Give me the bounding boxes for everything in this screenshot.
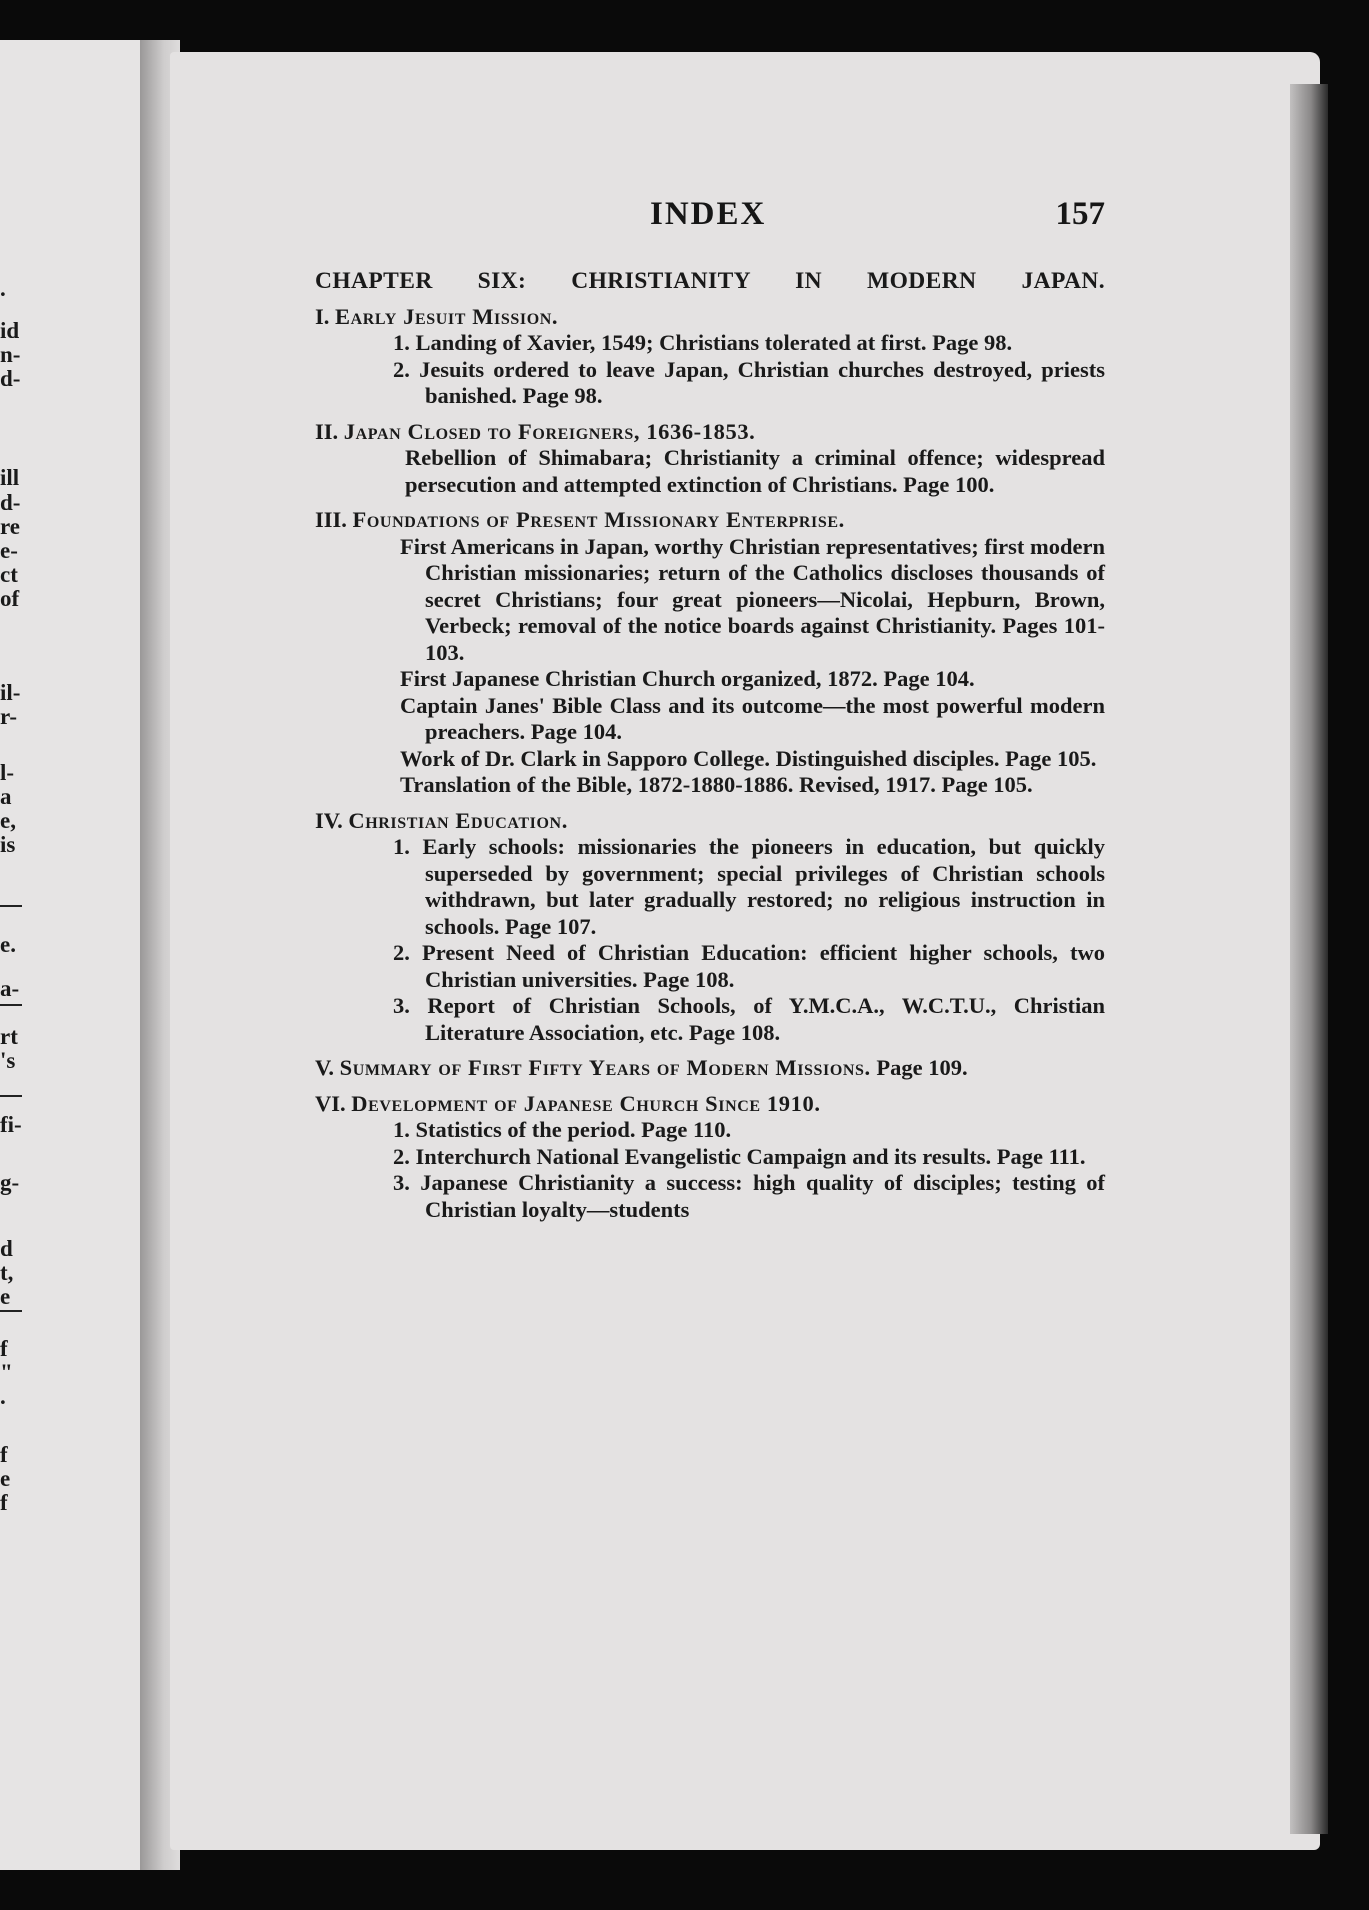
index-section: [315, 419, 1105, 446]
left-page-fragment: e: [0, 1284, 11, 1309]
section-numeral: I.: [315, 303, 330, 329]
left-page-fragment: ": [0, 1360, 13, 1385]
entry-label: 3.: [393, 1170, 410, 1195]
index-entry: [315, 1117, 1105, 1144]
entry-text: Report of Christian Schools, of Y.M.C.A., W.C.T.U., Christian Literature Association, etc. Page 108.: [425, 993, 1105, 1045]
section-numeral: V.: [315, 1055, 334, 1080]
left-page-fragment: ct: [0, 562, 18, 587]
index-entry: [315, 834, 1105, 940]
left-page-fragment: rt: [0, 1024, 18, 1049]
left-page-fragment: a: [0, 784, 12, 809]
index-entry: [315, 330, 1105, 357]
index-entry: [315, 1144, 1105, 1171]
left-page-fragment: r-: [0, 704, 18, 729]
index-entry: [315, 693, 1105, 746]
left-page-fragment: f: [0, 1336, 8, 1361]
entry-text: Jesuits ordered to leave Japan, Christian churches destroyed, priests banished. Page 98.: [419, 356, 1105, 408]
left-page-fragment: il-: [0, 680, 21, 705]
entry-label: 2.: [393, 940, 410, 965]
left-page-fragment: n-: [0, 342, 21, 367]
index-entry: [315, 666, 1105, 693]
index-entry: [315, 772, 1105, 799]
left-page-fragment: re: [0, 514, 21, 539]
section-numeral: III.: [315, 507, 347, 532]
left-page-fragment: id: [0, 318, 20, 343]
left-page-fragment: e: [0, 1466, 11, 1491]
left-page-fragment: d: [0, 1236, 13, 1261]
left-page-rule: [0, 1095, 22, 1097]
index-entry: [315, 746, 1105, 773]
entry-text: Statistics of the period. Page 110.: [415, 1117, 732, 1142]
left-page-fragment: l-: [0, 760, 15, 785]
index-section: [315, 1091, 1105, 1118]
index-entry: [315, 1170, 1105, 1223]
left-page-rule: [0, 1004, 22, 1006]
entry-text: Landing of Xavier, 1549; Christians tolerated at first. Page 98.: [415, 330, 1013, 355]
chapter-heading: CHAPTER SIX: CHRISTIANITY IN MODERN JAPAN.: [315, 268, 1105, 294]
page-header: [650, 196, 1105, 236]
left-page-fragment: t,: [0, 1260, 14, 1285]
page-number: 157: [1055, 196, 1105, 232]
entry-text: Japanese Christianity a success: high quality of disciples; testing of Christian loyalty—students: [420, 1170, 1105, 1222]
left-page-fragment: f: [0, 1490, 8, 1515]
left-page-fragment: fi-: [0, 1112, 22, 1137]
left-page-fragment: d-: [0, 490, 21, 515]
entry-text: Present Need of Christian Education: efficient higher schools, two Christian universities. Page 108.: [422, 940, 1105, 992]
left-page-fragment: e-: [0, 538, 18, 563]
section-numeral: II.: [315, 418, 339, 444]
entry-text: Work of Dr. Clark in Sapporo College. Distinguished disciples. Page 105.: [400, 745, 1097, 771]
left-page-fragment: g-: [0, 1170, 20, 1195]
left-page-fragment: is: [0, 832, 16, 857]
section-page-ref: Page 109.: [876, 1055, 968, 1080]
index-entry: [315, 357, 1105, 410]
entry-label: 2.: [393, 1143, 410, 1169]
entry-label: 1.: [393, 834, 410, 859]
running-title: INDEX: [650, 196, 767, 232]
entry-text: First Americans in Japan, worthy Christian representatives; first modern Christian missionaries; return of the Catholics discloses thousands of secret Christians; four great pioneers—Nicolai, Hepburn, Brown, Verbeck; removal of the notice boards against Christianity. Pages 101-103.: [400, 533, 1105, 665]
index-section: [315, 1055, 1105, 1082]
left-page-rule: [0, 1310, 22, 1312]
left-page-fragment: 's: [0, 1048, 16, 1073]
entry-text: First Japanese Christian Church organized, 1872. Page 104.: [400, 666, 975, 691]
entry-text: Rebellion of Shimabara; Christianity a criminal offence; widespread persecution and attempted extinction of Christians. Page 100.: [405, 445, 1105, 497]
index-content: [315, 268, 1105, 1223]
section-title: Development of Japanese Church Since 1910.: [351, 1090, 821, 1116]
index-section: [315, 304, 1105, 331]
section-title: Foundations of Present Missionary Enterprise.: [352, 507, 845, 532]
left-page-fragment: ill: [0, 465, 20, 490]
section-title: Japan Closed to Foreigners, 1636-1853.: [343, 418, 756, 444]
left-page-fragment: d-: [0, 366, 21, 391]
index-section: [315, 808, 1105, 835]
index-entry: [315, 940, 1105, 993]
entry-text: Interchurch National Evangelistic Campaign and its results. Page 111.: [415, 1143, 1086, 1169]
left-page-fragment: a-: [0, 976, 20, 1001]
entry-label: 2.: [393, 356, 410, 382]
section-numeral: VI.: [315, 1090, 346, 1116]
left-page-fragment: e.: [0, 932, 16, 957]
section-numeral: IV.: [315, 807, 343, 833]
entry-text: Early schools: missionaries the pioneers in education, but quickly superseded by government; special privileges of Christian schools withdrawn, but later gradually restored; no religious instruction in schools. Page 107.: [422, 834, 1105, 939]
entry-text: Translation of the Bible, 1872-1880-1886. Revised, 1917. Page 105.: [400, 772, 1033, 797]
entry-label: 3.: [393, 993, 410, 1018]
index-section: [315, 507, 1105, 534]
left-page-fragment: .: [0, 1384, 6, 1409]
entry-text: Captain Janes' Bible Class and its outcome—the most powerful modern preachers. Page 104.: [400, 692, 1105, 744]
left-page-rule: [0, 905, 22, 907]
page-edge-shadow: [1290, 84, 1328, 1834]
left-page-fragment: e,: [0, 808, 16, 833]
entry-label: 1.: [393, 1117, 410, 1142]
section-title: Christian Education.: [348, 807, 568, 833]
entry-label: 1.: [393, 330, 410, 355]
left-page-fragment: f: [0, 1442, 8, 1467]
left-page-fragment: .: [0, 276, 6, 301]
index-entry: [315, 993, 1105, 1046]
left-page-fragment: of: [0, 586, 20, 611]
index-entry: [315, 534, 1105, 667]
section-title: Summary of First Fifty Years of Modern Missions.: [339, 1055, 871, 1080]
section-title: Early Jesuit Mission.: [335, 303, 559, 329]
index-entry: [315, 445, 1105, 498]
